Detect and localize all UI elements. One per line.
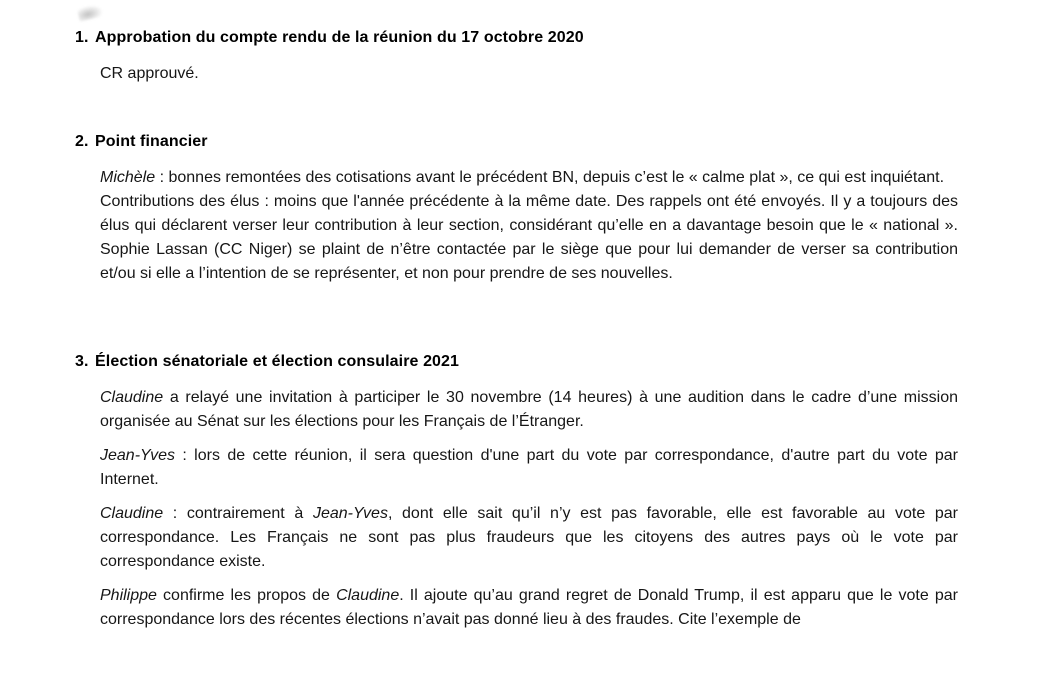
- item-title: Approbation du compte rendu de la réunion du 17 octobre 2020: [95, 29, 584, 46]
- text-segment: : lors de cette réunion, il sera question d'une part du vote par correspondance, d'autre part du vote par Internet.: [100, 447, 958, 488]
- speaker-name: Michèle: [100, 169, 156, 186]
- speaker-name: Philippe: [100, 587, 157, 604]
- item-heading: [75, 26, 958, 50]
- paragraph: [100, 584, 958, 632]
- paragraph: [100, 502, 958, 574]
- item-paragraphs: [100, 62, 958, 86]
- speaker-name: Claudine: [100, 505, 164, 522]
- paragraph: [100, 444, 958, 492]
- item-paragraphs: [100, 386, 958, 632]
- agenda-item-1: [75, 26, 958, 86]
- item-heading: [75, 130, 958, 154]
- scan-artifact: [77, 3, 103, 21]
- speaker-name: Claudine: [100, 389, 164, 406]
- text-segment: , dont elle sait qu’il n’y est pas favorable, elle est favorable au vote par correspondance. Les Français ne sont pas plus fraudeurs que les citoyens des autres pays où le vote par correspondance existe.: [100, 505, 958, 570]
- item-title: Élection sénatoriale et élection consulaire 2021: [95, 353, 460, 370]
- agenda-item-3: [75, 350, 958, 632]
- agenda-item-2: [75, 130, 958, 286]
- item-paragraphs: [100, 166, 958, 286]
- item-number: 2.: [75, 133, 89, 150]
- paragraph: [100, 190, 958, 286]
- meeting-minutes: [75, 26, 958, 632]
- item-heading: [75, 350, 958, 374]
- text-segment: Contributions des élus : moins que l'année précédente à la même date. Des rappels ont été envoyés. Il y a toujours des élus qui déclarent verser leur contribution à leur section, considérant qu’elle en a davantage besoin que le « national ». Sophie Lassan (CC Niger) se plaint de n’être contactée par le siège que pour lui demander de verser sa contribution et/ou si elle a l’intention de se représenter, et non pour prendre de ses nouvelles.: [100, 193, 958, 282]
- text-segment: : bonnes remontées des cotisations avant le précédent BN, depuis c’est le « calme plat », ce qui est inquiétant.: [155, 169, 945, 186]
- text-segment: a relayé une invitation à participer le 30 novembre (14 heures) à une audition dans le cadre d’une mission organisée au Sénat sur les élections pour les Français de l’Étranger.: [100, 389, 958, 430]
- item-number: 1.: [75, 29, 89, 46]
- item-number: 3.: [75, 353, 89, 370]
- item-title: Point financier: [95, 133, 208, 150]
- speaker-name: Claudine: [336, 587, 400, 604]
- paragraph: [100, 166, 958, 190]
- paragraph: [100, 62, 958, 86]
- text-segment: : contrairement à: [163, 505, 313, 522]
- paragraph: [100, 386, 958, 434]
- speaker-name: Jean-Yves: [312, 505, 388, 522]
- text-segment: . Il ajoute qu’au grand regret de Donald Trump, il est apparu que le vote par correspondance lors des récentes élections n’avait pas donné lieu à des fraudes. Cite l’exemple de: [100, 587, 958, 628]
- text-segment: confirme les propos de: [156, 587, 337, 604]
- speaker-name: Jean-Yves: [100, 447, 175, 464]
- text-segment: CR approuvé.: [100, 65, 199, 82]
